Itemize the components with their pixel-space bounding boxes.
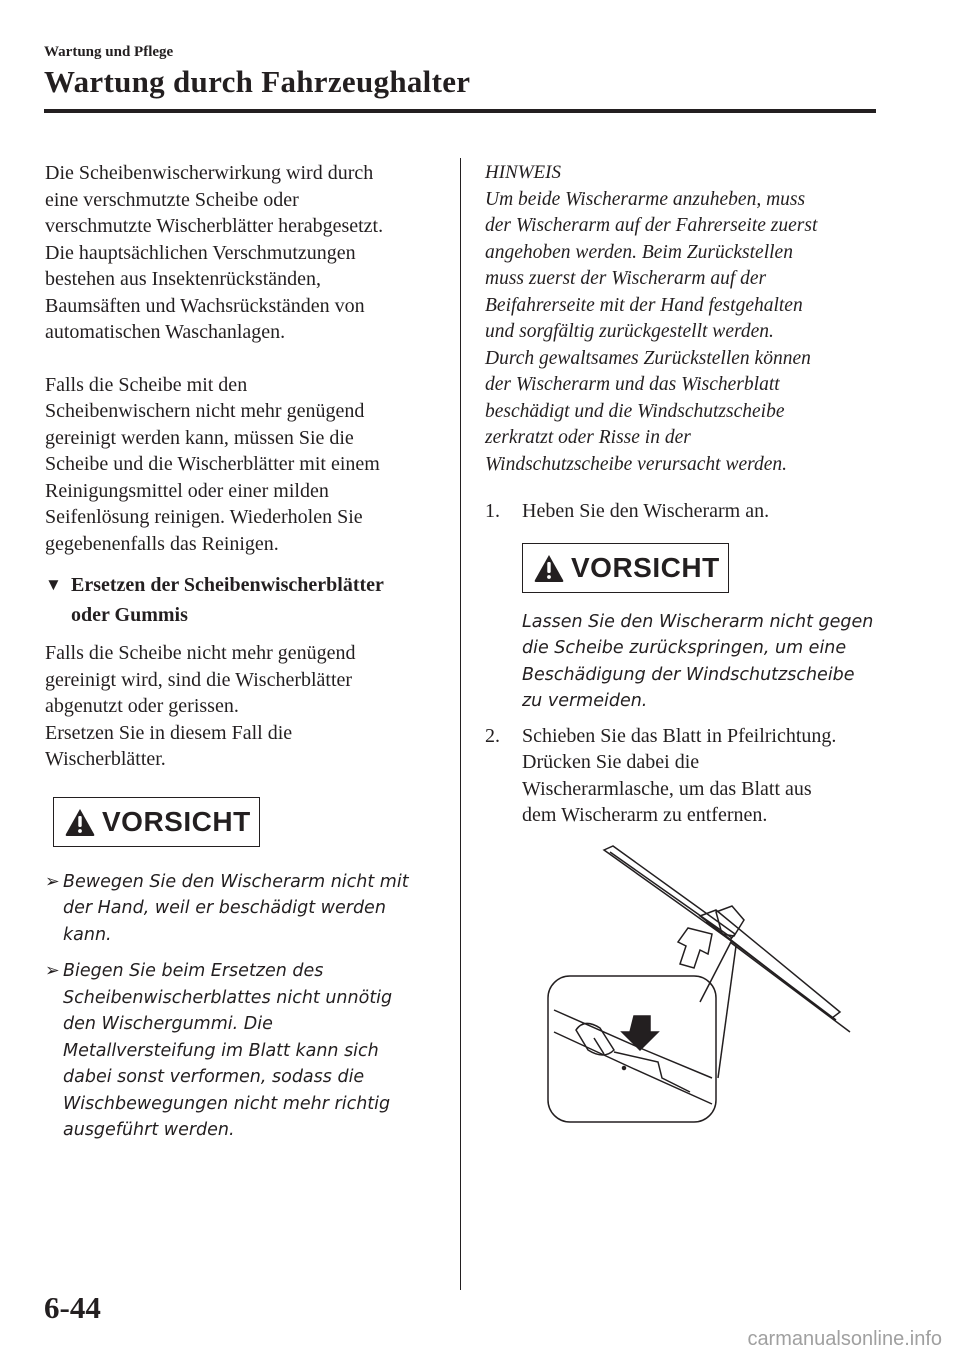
warning-triangle-icon (533, 553, 565, 583)
triangle-down-icon: ▼ (45, 575, 62, 594)
column-divider (460, 158, 461, 1290)
section-label: Wartung und Pflege (44, 44, 174, 60)
step-number: 2. (485, 724, 500, 747)
paragraph-cleaning: Falls die Scheibe mit den Scheibenwischern nicht mehr genügend gereinigt werden kann, müssen Sie die Scheibe und die Wischerblätter mit einem Reinigungsmittel oder einer milden Seifenlösung reinigen. Wiederholen Sie gegebenenfalls das Reinigen. (45, 373, 380, 555)
step-1-caution (485, 525, 885, 715)
caution-box (522, 543, 729, 593)
step-1 (485, 498, 885, 525)
step-2: 2. Schieben Sie das Blatt in Pfeilrichtung. Drücken Sie dabei die Wischerarmlasche, um das Blatt aus dem Wischerarm zu entfernen. (485, 724, 837, 826)
left-column (45, 160, 445, 1154)
caution-item: ➢ Bewegen Sie den Wischerarm nicht mit der Hand, weil er beschädigt werden kann. (45, 869, 445, 949)
watermark: carmanualsonline.info (747, 1328, 942, 1350)
caution-text: Lassen Sie den Wischerarm nicht gegen die Scheibe zurückspringen, um eine Beschädigung der Windschutzscheibe zu vermeiden. (522, 611, 874, 711)
caution-label: VORSICHT (571, 551, 720, 583)
caution-box (53, 797, 260, 847)
step-number: 1. (485, 500, 500, 522)
note-text: Um beide Wischerarme anzuheben, muss der Wischerarm auf der Fahrerseite zuerst angehoben werden. Beim Zurückstellen muss zuerst der Wischerarm auf der Beifahrerseite mit der Hand festgehalten und sorgfältig zurückgestellt werden. Durch gewaltsames Zurückstellen können der Wischerarm und das Wischerblatt beschädigt und die Windschutzscheibe zerkratzt oder Risse in der Windschutzscheibe verursacht werden. (485, 188, 818, 475)
title-rule (44, 109, 876, 113)
caution-item: ➢ Biegen Sie beim Ersetzen des Scheibenwischerblattes nicht unnötig den Wischergummi. Die Metallversteifung im Blatt kann sich dabei sonst verformen, sodass die Wischbewegungen nicht mehr richtig ausgeführt werden. (45, 958, 445, 1144)
subheading-replace-blades: ▼ Ersetzen der Scheibenwischerblätter oder Gummis (45, 570, 445, 630)
paragraph-worn-blades: Falls die Scheibe nicht mehr genügend gereinigt wird, sind die Wischerblätter abgenutzt oder gerissen. Ersetzen Sie in diesem Fall die Wischerblätter. (45, 642, 356, 770)
caution-list (45, 869, 445, 1144)
page-number: 6-44 (44, 1290, 101, 1325)
right-column (485, 160, 885, 829)
arrow-bullet-icon: ➢ (45, 871, 60, 892)
step-text: Heben Sie den Wischerarm an. (522, 500, 770, 522)
note-heading: HINWEIS (485, 162, 561, 183)
arrow-bullet-icon: ➢ (45, 961, 60, 981)
page-title: Wartung durch Fahrzeughalter (44, 64, 471, 99)
paragraph-wiper-effect: Die Scheibenwischerwirkung wird durch eine verschmutzte Scheibe oder verschmutzte Wischerblätter herabgesetzt. Die hauptsächlichen Verschmutzungen bestehen aus Insektenrückständen, Baumsäften und Wachsrückständen von automatischen Waschanlagen. (45, 162, 384, 343)
warning-triangle-icon (64, 807, 96, 837)
wiper-blade-illustration (540, 842, 860, 1132)
caution-label: VORSICHT (102, 805, 251, 837)
